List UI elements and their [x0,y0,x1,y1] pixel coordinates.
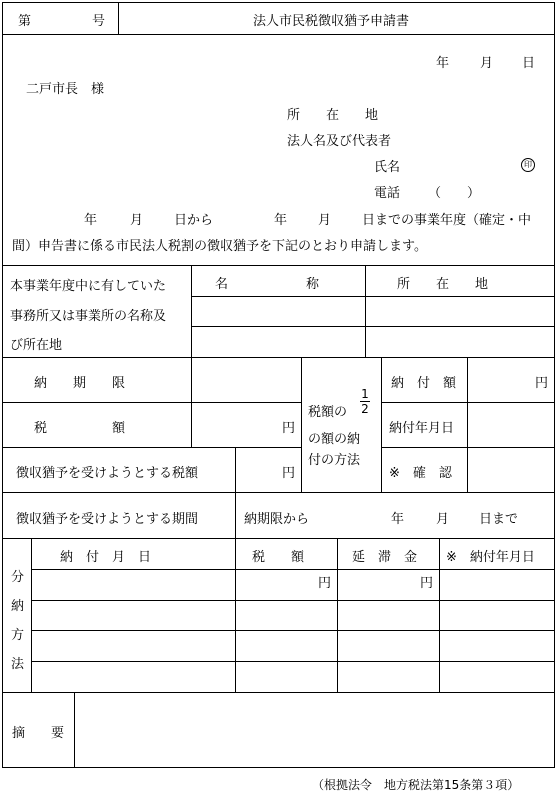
period-year: 年 [391,512,405,527]
installment-side-4: 法 [11,657,25,672]
divider [191,296,555,297]
half-rule-pre: 税額の [308,405,348,420]
divider [2,447,301,448]
legal-basis: （根拠法令 地方税法第15条第３項） [312,778,520,792]
col-office-location: 所 在 地 [397,277,489,292]
divider [31,569,555,570]
number-label-go: 号 [92,14,106,29]
divider [301,357,302,492]
col-paid-date: ※ 納付年月日 [446,550,535,565]
number-label-dai: 第 [18,14,32,29]
location-label: 所 在 地 [287,108,379,123]
yen-unit: 円 [535,376,549,391]
pay-amount-label: 納 付 額 [391,376,457,391]
divider [2,265,555,266]
divider [467,357,468,492]
corp-name-label: 法人名及び代表者 [287,134,392,149]
divider [2,357,555,358]
date-day-label: 日 [522,56,536,71]
yen-unit: 円 [318,576,332,591]
office-label-line1: 本事業年度中に有していた [10,279,167,294]
deferred-period-label: 徴収猶予を受けようとする期間 [16,512,199,527]
seal-mark: 印 [521,158,535,172]
fraction-numerator: 1 [361,387,369,401]
divider [74,692,75,768]
divider [191,265,192,357]
half-rule-line2: の額の納 [308,432,361,447]
yen-unit: 円 [282,466,296,481]
divider [381,402,555,403]
divider [337,538,338,692]
office-label-line2: 事務所又は事業所の名称及 [10,309,167,324]
confirm-label: ※ 確 認 [389,466,452,481]
summary-label: 摘 要 [12,726,65,741]
divider [31,630,555,631]
date-month-label: 月 [480,56,494,71]
divider [31,661,555,662]
pay-date-label: 納付年月日 [389,421,455,436]
divider [235,538,236,692]
body-year-1: 年 [84,213,98,228]
divider [2,402,301,403]
phone-label: 電話 [374,186,401,201]
divider [2,538,555,539]
addressee: 二戸市長 様 [26,82,105,97]
body-from: 日から [174,213,214,228]
document-number-field[interactable] [36,6,86,30]
date-year-label: 年 [436,56,450,71]
half-fraction [360,388,370,415]
col-delay-interest: 延 滞 金 [352,550,418,565]
body-until: 日までの事業年度（確定・中 [362,213,532,228]
divider [235,447,236,538]
divider [381,357,382,492]
phone-parens: （ ） [428,186,481,201]
yen-unit: 円 [282,421,296,436]
form-title: 法人市民税徴収猶予申請書 [253,14,410,29]
installment-side-1: 分 [11,570,25,585]
divider [2,492,555,493]
tax-amount-label: 税 額 [34,421,126,436]
installment-side-2: 納 [11,599,25,614]
installment-side-3: 方 [11,628,25,643]
col-office-name: 名 称 [215,277,320,292]
yen-unit: 円 [420,576,434,591]
divider [31,538,32,692]
body-month-2: 月 [318,213,332,228]
name-label: 氏名 [374,160,401,175]
body-month-1: 月 [130,213,144,228]
fraction-denominator: 2 [361,402,369,416]
divider [365,265,366,357]
divider [31,600,555,601]
divider [2,692,555,693]
divider [2,34,555,35]
body-year-2: 年 [274,213,288,228]
divider [191,326,555,327]
office-label-line3: び所在地 [10,338,63,353]
divider [439,538,440,692]
half-rule-line3: 付の方法 [308,453,361,468]
period-from-deadline: 納期限から [244,512,310,527]
divider [118,2,119,34]
period-month: 月 [436,512,450,527]
period-until: 日まで [479,512,519,527]
col-pay-date: 納 付 月 日 [60,550,152,565]
divider [381,447,555,448]
body-line2: 間）申告書に係る市民法人税割の徴収猶予を下記のとおり申請します。 [12,239,427,254]
divider [191,357,192,447]
col-tax: 税 額 [252,550,305,565]
deadline-label: 納 期 限 [34,376,126,391]
deferred-tax-label: 徴収猶予を受けようとする税額 [16,466,199,481]
